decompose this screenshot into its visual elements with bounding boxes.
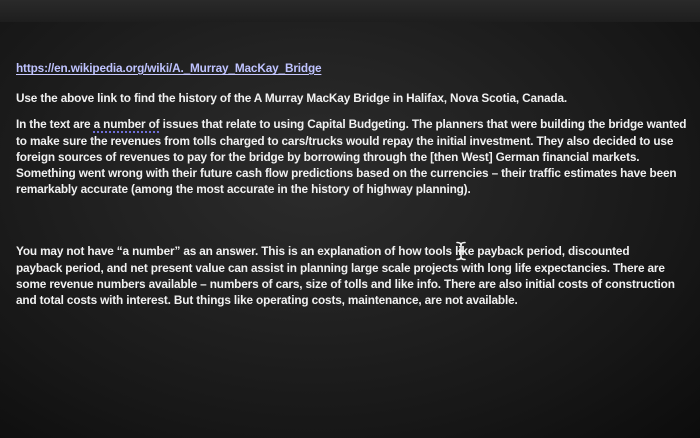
paragraph2-rest: issues that relate to using Capital Budgeting. The planners that were building the bridge wanted to make sure the revenues from tolls charged to cars/trucks would repay the initial investment. They also decided to use foreign sources of revenues to pay for the bridge by borrowing through the [then West] German financial markets. Something went wrong with their future cash flow predictions based on the currencies – their traffic estimates have been remarkably accurate (among the most accurate in the history of highway planning). (16, 117, 687, 197)
document-body (16, 60, 692, 308)
wikipedia-link[interactable]: https://en.wikipedia.org/wiki/A._Murray_MacKay_Bridge (16, 61, 322, 75)
paragraph-capital-budgeting (16, 116, 688, 197)
paragraph2-start: In the text are (16, 117, 94, 132)
paragraph-explanation: You may not have “a number” as an answer. This is an explanation of how tools like payback period, discounted payback period, and net present value can assist in planning large scale projects with long life expectancies. There are some revenue numbers available – numbers of cars, size of tolls and like info. There are also initial costs of construction and total costs with interest. But things like operating costs, maintenance, are not available. (16, 244, 675, 308)
instruction-text: Use the above link to find the history of the A Murray MacKay Bridge in Halifax, Nova Scotia, Canada. (16, 91, 568, 106)
top-dark-band (0, 0, 700, 22)
spellcheck-underlined-phrase[interactable]: a number of (93, 117, 160, 132)
text-cursor-icon (456, 241, 466, 261)
